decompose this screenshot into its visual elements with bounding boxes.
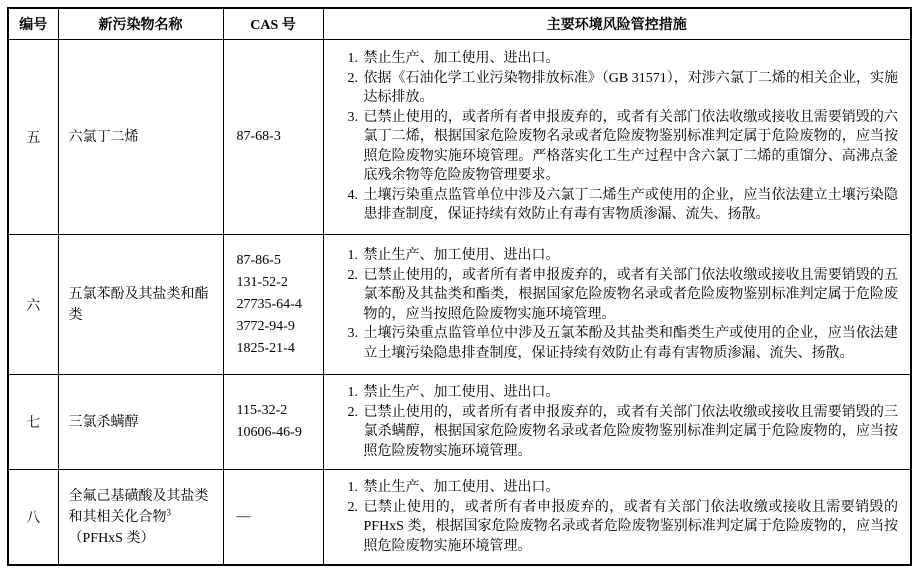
header-cell-cas: CAS 号 (223, 8, 323, 40)
cas-number: 87-86-5 (236, 252, 281, 268)
header-cell-pollutant-name: 新污染物名称 (58, 8, 223, 40)
measure-item: 1. 禁止生产、加工使用、进出口。 (362, 49, 899, 69)
cas-number: 27735-64-4 (236, 296, 302, 312)
cas-number: 131-52-2 (236, 274, 288, 290)
measure-item: 2. 依据《石油化学工业污染物排放标准》（GB 31571），对涉六氯丁二烯的相关企业，实施达标排放。 (362, 69, 899, 108)
pollutant-name-alias: （PFHxS 类） (68, 530, 155, 546)
row-6-measures (323, 235, 911, 375)
table-row-6 (8, 235, 911, 375)
table-header (8, 8, 911, 40)
measure-item: 3. 已禁止使用的，或者所有者申报废弃的，或者有关部门依法收缴或接收且需要销毁的六氯丁二烯，根据国家危险废物名录或者危险废物鉴别标准判定属于危险废物的，应当按照危险废物实施环境管理。严格落实化工生产过程中含六氯丁二烯的重馏分、高沸点釜底残余物等危险废物管理要求。 (362, 108, 899, 186)
row-5-number: 五 (8, 40, 58, 235)
row-5-cas (223, 40, 323, 235)
cas-number-dash: — (236, 509, 251, 524)
measure-item: 1. 禁止生产、加工使用、进出口。 (362, 383, 899, 403)
measure-item: 2. 已禁止使用的，或者所有者申报废弃的，或者有关部门依法收缴或接收且需要销毁的 PFHxS 类，根据国家危险废物名录或者危险废物鉴别标准判定属于危险废物的，应当按照危险废物实施环境管理。 (362, 498, 899, 557)
row-7-pollutant-name: 三氯杀螨醇 (58, 375, 223, 470)
table-row-5 (8, 40, 911, 235)
measures-list (336, 383, 899, 461)
measure-item: 2. 已禁止使用的，或者所有者申报废弃的，或者有关部门依法收缴或接收且需要销毁的三氯杀螨醇，根据国家危险废物名录或者危险废物鉴别标准判定属于危险废物的，应当按照危险废物实施环境管理。 (362, 403, 899, 462)
row-7-number: 七 (8, 375, 58, 470)
cas-number: 10606-46-9 (236, 425, 302, 440)
measure-item: 2. 已禁止使用的，或者所有者申报废弃的，或者有关部门依法收缴或接收且需要销毁的五氯苯酚及其盐类和酯类，根据国家危险废物名录或者危险废物鉴别标准判定属于危险废物的，应当按照危险废物实施环境管理。 (362, 266, 899, 325)
pollutants-table (7, 7, 912, 566)
pollutant-name-text: 全氟己基磺酸及其盐类和其相关化合物 (68, 488, 209, 525)
row-8-number: 八 (8, 470, 58, 566)
row-5-pollutant-name: 六氯丁二烯 (58, 40, 223, 235)
measure-item: 4. 土壤污染重点监管单位中涉及六氯丁二烯生产或使用的企业，应当依法建立土壤污染隐患排查制度，保证持续有效防止有毒有害物质渗漏、流失、扬散。 (362, 186, 899, 225)
cas-number: 1825-21-4 (236, 340, 295, 356)
measure-item: 3. 土壤污染重点监管单位中涉及五氯苯酚及其盐类和酯类生产或使用的企业，应当依法建立土壤污染隐患排查制度，保证持续有效防止有毒有害物质渗漏、流失、扬散。 (362, 324, 899, 363)
measures-list (336, 49, 899, 225)
row-6-cas (223, 235, 323, 375)
measures-list (336, 478, 899, 556)
cas-number: 3772-94-9 (236, 318, 295, 334)
row-5-measures (323, 40, 911, 235)
row-6-pollutant-name: 五氯苯酚及其盐类和酯类 (58, 235, 223, 375)
footnote-marker: 3 (166, 506, 171, 517)
row-8-pollutant-name (58, 470, 223, 566)
measure-item: 1. 禁止生产、加工使用、进出口。 (362, 478, 899, 498)
row-7-cas (223, 375, 323, 470)
cas-number: 87-68-3 (236, 129, 281, 144)
header-cell-number: 编号 (8, 8, 58, 40)
row-8-cas (223, 470, 323, 566)
table-row-7 (8, 375, 911, 470)
row-7-measures (323, 375, 911, 470)
header-row (8, 8, 911, 40)
cas-number: 115-32-2 (236, 403, 288, 418)
measures-list (336, 246, 899, 363)
measure-item: 1. 禁止生产、加工使用、进出口。 (362, 246, 899, 266)
row-6-number: 六 (8, 235, 58, 375)
row-8-measures (323, 470, 911, 566)
header-cell-measures: 主要环境风险管控措施 (323, 8, 911, 40)
table-row-8 (8, 470, 911, 566)
